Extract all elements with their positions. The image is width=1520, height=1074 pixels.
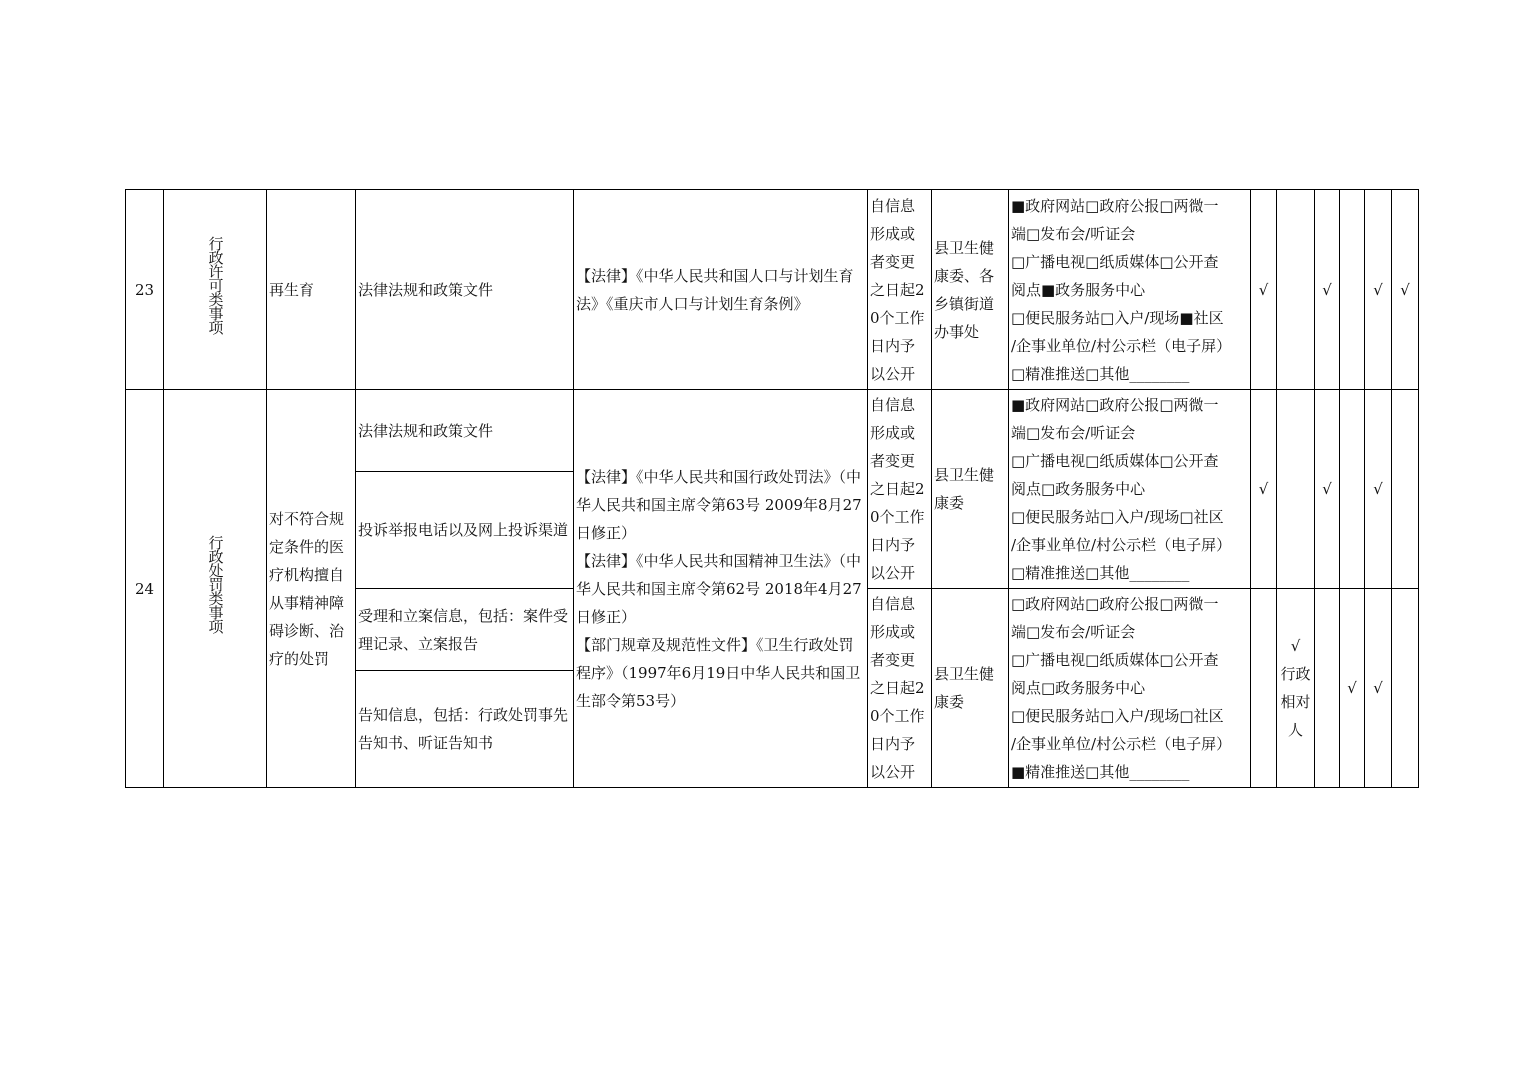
- channel-line: 端□发布会/听证会: [1011, 424, 1136, 442]
- check-cell: √: [1392, 190, 1419, 390]
- channel-line: 端□发布会/听证会: [1011, 224, 1136, 243]
- check-cell: √: [1365, 589, 1392, 788]
- channel-line: □便民服务站□入户/现场■社区: [1011, 308, 1224, 327]
- channel-line: 阅点□政务服务中心: [1011, 679, 1146, 697]
- check-cell: √: [1365, 190, 1392, 390]
- check-cell: √: [1365, 390, 1392, 589]
- check-cell: √: [1251, 190, 1277, 390]
- disclosure-time: 自信息形成或者变更之日起20个工作日内予以公开: [868, 589, 932, 788]
- channel-line: /企事业单位/村公示栏（电子屏）: [1011, 336, 1232, 355]
- disclosure-subject: 县卫生健康委: [932, 390, 1009, 589]
- basis-line: 【部门规章及规范性文件】《卫生行政处罚程序》（1997年6月19日中华人民共和国卫生部令第53号）: [576, 635, 861, 710]
- disclosure-content: 告知信息，包括：行政处罚事先告知书、听证告知书: [356, 671, 574, 788]
- check-cell: √: [1315, 190, 1340, 390]
- table-row: [126, 190, 1419, 390]
- check-cell: [1277, 190, 1315, 390]
- legal-basis: [574, 390, 868, 788]
- disclosure-channels: [1009, 589, 1251, 788]
- table-row: [126, 390, 1419, 472]
- disclosure-content: 法律法规和政策文件: [356, 190, 574, 390]
- category-cell: [164, 390, 267, 788]
- check-cell: [1251, 589, 1277, 788]
- channel-line: 阅点■政务服务中心: [1011, 280, 1146, 299]
- check-mark: √: [1290, 637, 1301, 655]
- check-cell: [1340, 190, 1365, 390]
- disclosure-channels: [1009, 190, 1251, 390]
- channel-line: □广播电视□纸质媒体□公开查: [1011, 252, 1219, 271]
- disclosure-subject: 县卫生健康委、各乡镇街道办事处: [932, 190, 1009, 390]
- item-name: 再生育: [267, 190, 356, 390]
- channel-line: □政府网站□政府公报□两微一: [1011, 595, 1219, 613]
- item-name: 对不符合规定条件的医疗机构擅自从事精神障碍诊断、治疗的处罚: [267, 390, 356, 788]
- basis-line: 【法律】《中华人民共和国精神卫生法》（中华人民共和国主席令第62号 2018年4月27日修正）: [576, 551, 862, 626]
- channel-line: □精准推送□其他________: [1011, 364, 1190, 383]
- channel-line: /企事业单位/村公示栏（电子屏）: [1011, 735, 1232, 753]
- check-cell: [1277, 390, 1315, 589]
- disclosure-content: 法律法规和政策文件: [356, 390, 574, 472]
- channel-line: /企事业单位/村公示栏（电子屏）: [1011, 536, 1232, 554]
- disclosure-time: 自信息形成或者变更之日起20个工作日内予以公开: [868, 390, 932, 589]
- basis-line: 【法律】《中华人民共和国行政处罚法》（中华人民共和国主席令第63号 2009年8月27日修正）: [576, 467, 862, 542]
- channel-line: □便民服务站□入户/现场□社区: [1011, 707, 1224, 725]
- disclosure-subject: 县卫生健康委: [932, 589, 1009, 788]
- check-cell: [1277, 589, 1315, 788]
- disclosure-content: 投诉举报电话以及网上投诉渠道: [356, 472, 574, 589]
- check-cell: √: [1315, 390, 1340, 589]
- channel-line: □广播电视□纸质媒体□公开查: [1011, 651, 1219, 669]
- legal-basis: 【法律】《中华人民共和国人口与计划生育法》《重庆市人口与计划生育条例》: [574, 190, 868, 390]
- channel-line: □便民服务站□入户/现场□社区: [1011, 508, 1224, 526]
- target-audience: 行政相对人: [1280, 665, 1311, 739]
- category-cell: [164, 190, 267, 390]
- check-cell: √: [1251, 390, 1277, 589]
- check-cell: [1315, 589, 1340, 788]
- row-number: 23: [126, 190, 164, 390]
- disclosure-time: 自信息形成或者变更之日起20个工作日内予以公开: [868, 190, 932, 390]
- disclosure-table: [125, 189, 1419, 788]
- category-label: 行政处罚类事项: [206, 535, 225, 633]
- channel-line: 阅点□政务服务中心: [1011, 480, 1146, 498]
- channel-line: □精准推送□其他________: [1011, 564, 1190, 582]
- channel-line: ■政府网站□政府公报□两微一: [1011, 196, 1219, 215]
- channel-line: 端□发布会/听证会: [1011, 623, 1136, 641]
- channel-line: ■精准推送□其他________: [1011, 763, 1190, 781]
- disclosure-content: 受理和立案信息，包括：案件受理记录、立案报告: [356, 589, 574, 671]
- check-cell: [1392, 390, 1419, 589]
- row-number: 24: [126, 390, 164, 788]
- category-label: 行政许可类事项: [206, 236, 225, 334]
- check-cell: √: [1340, 589, 1365, 788]
- disclosure-channels: [1009, 390, 1251, 589]
- channel-line: ■政府网站□政府公报□两微一: [1011, 396, 1219, 414]
- check-cell: [1392, 589, 1419, 788]
- channel-line: □广播电视□纸质媒体□公开查: [1011, 452, 1219, 470]
- check-cell: [1340, 390, 1365, 589]
